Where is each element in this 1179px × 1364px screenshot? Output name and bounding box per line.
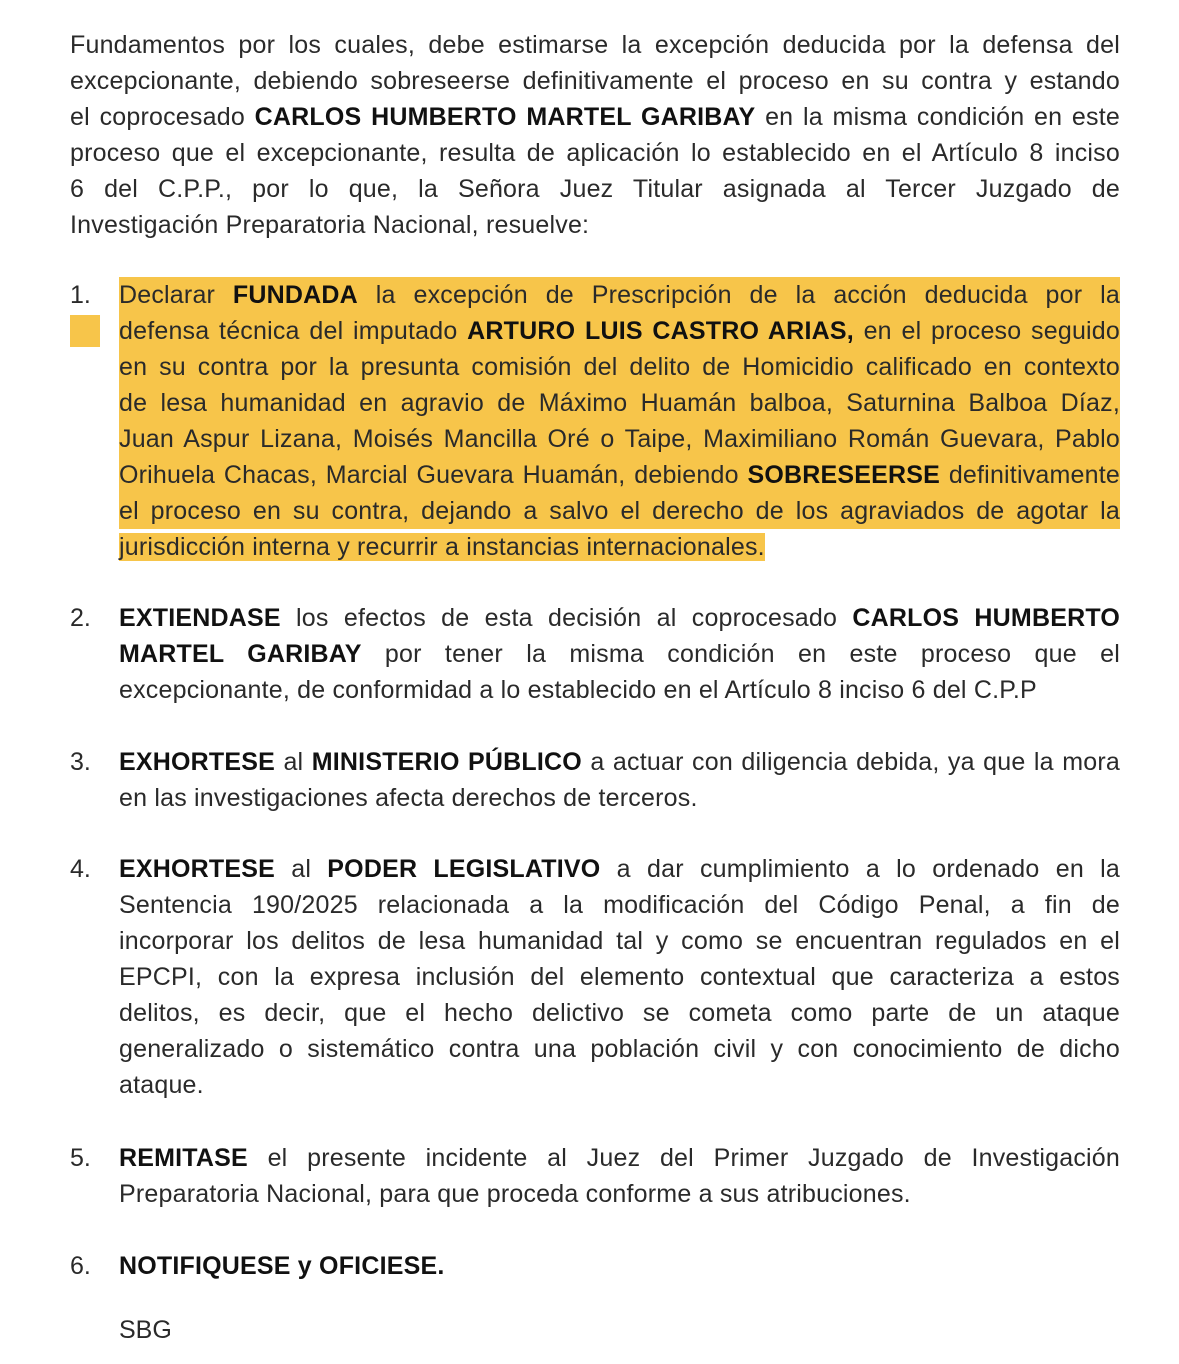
highlighted-line: jurisdicción interna y recurrir a instancias internacionales.	[119, 533, 765, 561]
item-line: EPCPI, con la expresa inclusión del elemento contextual que caracteriza a estos	[119, 963, 1120, 991]
item-body	[119, 1140, 1120, 1212]
item-body	[119, 600, 1120, 708]
highlighted-line: el proceso en su contra, dejando a salvo el derecho de los agraviados de agotar la	[119, 493, 1120, 529]
intro-line: Investigación Preparatoria Nacional, resuelve:	[70, 211, 590, 239]
item-line: excepcionante, de conformidad a lo establecido en el Artículo 8 inciso 6 del C.P.P	[119, 676, 1037, 704]
highlighted-line: Juan Aspur Lizana, Moisés Mancilla Oré o Taipe, Maximiliano Román Guevara, Pablo	[119, 421, 1120, 457]
item-line: delitos, es decir, que el hecho delictivo se cometa como parte de un ataque	[119, 999, 1120, 1027]
item-line: generalizado o sistemático contra una población civil y con conocimiento de dicho	[119, 1035, 1120, 1063]
item-line: en las investigaciones afecta derechos de terceros.	[119, 784, 698, 812]
intro-line: 6 del C.P.P., por lo que, la Señora Juez Titular asignada al Tercer Juzgado de	[70, 175, 1120, 203]
highlighted-line: en su contra por la presunta comisión del delito de Homicidio calificado en contexto	[119, 349, 1120, 385]
intro-line: el coprocesado CARLOS HUMBERTO MARTEL GARIBAY en la misma condición en este	[70, 103, 1120, 131]
item-line: NOTIFIQUESE y OFICIESE.	[119, 1252, 445, 1280]
item-number: 6.	[70, 1252, 91, 1280]
item-line: Preparatoria Nacional, para que proceda conforme a sus atribuciones.	[119, 1180, 911, 1208]
sobreseerse-term: SOBRESEERSE	[747, 461, 941, 489]
resolution-item-5	[70, 1140, 1120, 1212]
item-body	[119, 277, 1120, 565]
item-number: 1.	[70, 277, 110, 349]
item-line: EXHORTESE al PODER LEGISLATIVO a dar cumplimiento a lo ordenado en la	[119, 855, 1120, 883]
item-number: 3.	[70, 748, 91, 776]
intro-line: excepcionante, debiendo sobreseerse definitivamente el proceso en su contra y estando	[70, 67, 1120, 95]
item-line: REMITASE el presente incidente al Juez del Primer Juzgado de Investigación	[119, 1144, 1120, 1172]
item-body	[119, 851, 1120, 1103]
item-line: EXTIENDASE los efectos de esta decisión al coprocesado CARLOS HUMBERTO	[119, 604, 1120, 632]
resolution-item-3	[70, 744, 1120, 816]
resolution-item-6	[70, 1248, 1120, 1284]
intro-line: Fundamentos por los cuales, debe estimarse la excepción deducida por la defensa del	[70, 31, 1120, 59]
highlighted-line: Orihuela Chacas, Marcial Guevara Huamán, debiendo SOBRESEERSE definitivamente	[119, 457, 1120, 493]
item-line: Sentencia 190/2025 relacionada a la modificación del Código Penal, a fin de	[119, 891, 1120, 919]
item-line: EXHORTESE al MINISTERIO PÚBLICO a actuar con diligencia debida, ya que la mora	[119, 748, 1120, 776]
highlighted-line: Declarar FUNDADA la excepción de Prescripción de la acción deducida por la	[119, 277, 1120, 313]
signature-initials: SBG	[119, 1316, 172, 1344]
fundada-term: FUNDADA	[232, 281, 358, 309]
item-body	[119, 1248, 1120, 1284]
item-number: 4.	[70, 855, 91, 883]
highlighted-line: defensa técnica del imputado ARTURO LUIS CASTRO ARIAS, en el proceso seguido	[119, 313, 1120, 349]
imputado-name: ARTURO LUIS CASTRO ARIAS,	[467, 317, 854, 345]
item-number: 2.	[70, 604, 91, 632]
resolution-item-1	[70, 277, 1120, 565]
resolution-item-2	[70, 600, 1120, 708]
intro-paragraph	[70, 27, 1120, 243]
item-line: MARTEL GARIBAY por tener la misma condición en este proceso que el	[119, 640, 1120, 668]
intro-line: proceso que el excepcionante, resulta de aplicación lo establecido en el Artículo 8 inciso	[70, 139, 1120, 167]
item-body	[119, 744, 1120, 816]
coprocesado-name: CARLOS HUMBERTO MARTEL GARIBAY	[254, 103, 756, 131]
highlighted-line: de lesa humanidad en agravio de Máximo Huamán balboa, Saturnina Balboa Díaz,	[119, 385, 1120, 421]
item-number: 5.	[70, 1144, 91, 1172]
item-line: ataque.	[119, 1071, 204, 1099]
item-line: incorporar los delitos de lesa humanidad tal y como se encuentran regulados en el	[119, 927, 1120, 955]
resolution-item-4	[70, 851, 1120, 1103]
